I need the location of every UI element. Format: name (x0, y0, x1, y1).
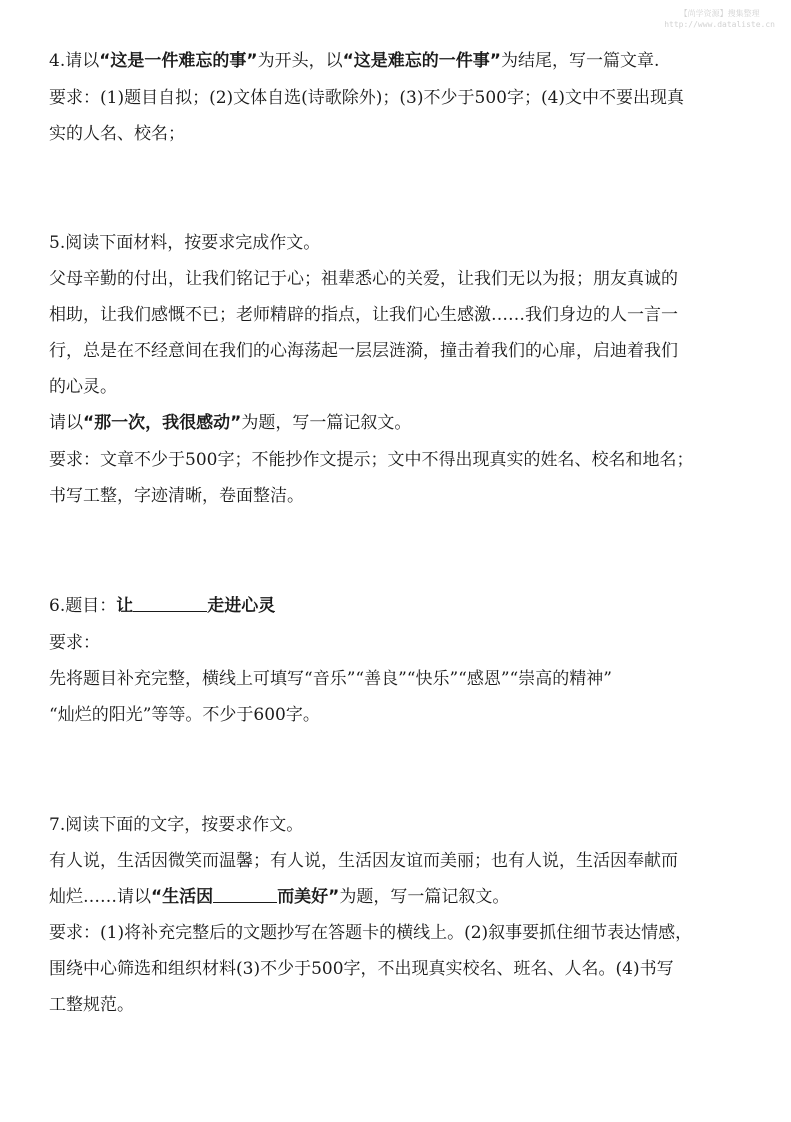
q5-material-line-2: 相助，让我们感慨不已；老师精辟的指点，让我们心生感激……我们身边的人一言一 (49, 305, 678, 325)
q7-fill-blank (213, 886, 277, 903)
q6-title-line (49, 595, 275, 617)
q4-suffix: 为结尾，写一篇文章. (500, 51, 660, 71)
q6-title-end: 走进心灵 (207, 596, 276, 616)
q5-requirements-line-1: 要求：文章不少于500字；不能抄作文提示；文中不得出现真实的姓名、校名和地名； (49, 450, 694, 470)
q6-fill-blank (133, 595, 207, 612)
q7-requirements-line-2: 围绕中心筛选和组织材料(3)不少于500字，不出现真实校名、班名、人名。(4)书写 (49, 959, 674, 979)
q5-title-line: 5.阅读下面材料，按要求完成作文。 (49, 233, 321, 253)
q5-prompt-prefix: 请以 (49, 413, 83, 433)
q4-ending-phrase: “这是难忘的一件事” (342, 51, 501, 71)
q7-requirements-line-3: 工整规范。 (49, 995, 134, 1015)
q6-requirements-line-1: 先将题目补充完整，横线上可填写“音乐”“善良”“快乐”“感恩”“崇高的精神” (49, 669, 612, 689)
q4-title-line (49, 50, 659, 72)
q7-requirements-line-1: 要求：(1)将补充完整后的文题抄写在答题卡的横线上。(2)叙事要抓住细节表达情感， (49, 923, 693, 943)
watermark-source: 【尚学资源】搜集整理 (679, 9, 760, 18)
q4-opening-phrase: “这是一件难忘的事” (99, 51, 258, 71)
q7-material-line-1: 有人说，生活因微笑而温馨；有人说，生活因友谊而美丽；也有人说，生活因奉献而 (49, 851, 678, 871)
q7-title-line: 7.阅读下面的文字，按要求作文。 (49, 815, 304, 835)
q4-requirements-line-2: 实的人名、校名； (49, 124, 185, 144)
q5-requirements-line-2: 书写工整，字迹清晰，卷面整洁。 (49, 486, 304, 506)
q4-requirements-line-1: 要求：(1)题目自拟；(2)文体自选(诗歌除外)；(3)不少于500字；(4)文中不要出现真 (49, 88, 685, 108)
q7-prompt-prefix: 灿烂……请以 (49, 887, 151, 907)
q5-material-line-4: 的心灵。 (49, 377, 117, 397)
q5-prompt-line (49, 412, 411, 434)
q5-material-line-3: 行，总是在不经意间在我们的心海荡起一层层涟漪，撞击着我们的心扉，启迪着我们 (49, 341, 678, 361)
watermark (664, 8, 775, 30)
q7-title-end: 而美好” (277, 887, 340, 907)
q7-prompt-line (49, 886, 509, 908)
q4-middle: 为开头，以 (257, 51, 343, 71)
q5-material-line-1: 父母辛勤的付出，让我们铭记于心；祖辈悉心的关爱，让我们无以为报；朋友真诚的 (49, 269, 678, 289)
q5-essay-title: “那一次，我很感动” (83, 413, 242, 433)
q6-title-start: 让 (116, 596, 134, 616)
q6-requirements-line-2: “灿烂的阳光”等等。不少于600字。 (49, 705, 320, 725)
q7-prompt-suffix: 为题，写一篇记叙文。 (339, 887, 510, 907)
q6-requirements-label: 要求： (49, 633, 100, 653)
watermark-url: http://www.dataliste.cn (664, 20, 775, 29)
q6-prefix: 6.题目： (49, 596, 117, 616)
q7-title-start: “生活因 (151, 887, 214, 907)
q4-prefix: 4.请以 (49, 51, 100, 71)
q5-prompt-suffix: 为题，写一篇记叙文。 (241, 413, 412, 433)
